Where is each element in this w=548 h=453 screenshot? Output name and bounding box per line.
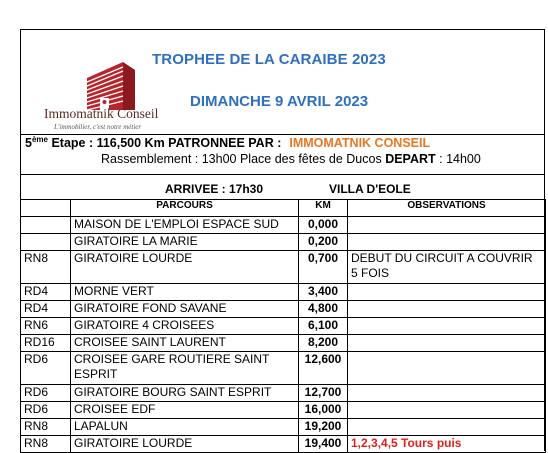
table-row	[21, 402, 546, 419]
table-header-row	[21, 200, 546, 217]
obs-cell	[348, 402, 546, 419]
obs-cell: DEBUT DU CIRCUIT A COUVRIR 5 FOIS	[348, 251, 546, 284]
km-cell: 6,100	[299, 318, 348, 335]
km-cell: 4,800	[299, 301, 348, 318]
table-row	[21, 251, 546, 284]
parcours-cell: GIRATOIRE LOURDE	[71, 251, 299, 284]
arrivee-place: VILLA D'EOLE	[329, 182, 411, 196]
column-header-parcours: PARCOURS	[71, 200, 299, 217]
parcours-cell: CROISEE GARE ROUTIERE SAINT ESPRIT	[71, 352, 299, 385]
table-row	[21, 217, 546, 234]
route-table	[20, 199, 546, 453]
parcours-cell: CROISEE EDF	[71, 402, 299, 419]
obs-cell	[348, 335, 546, 352]
km-cell: 16,000	[299, 402, 348, 419]
km-cell: 0,700	[299, 251, 348, 284]
stage-sponsor: IMMOMATNIK CONSEIL	[289, 136, 431, 150]
road-cell: RD6	[21, 352, 71, 385]
obs-cell	[348, 352, 546, 385]
km-cell: 19,200	[299, 419, 348, 436]
km-cell: 0,200	[299, 234, 348, 251]
divider	[20, 134, 545, 135]
km-cell: 12,700	[299, 385, 348, 402]
building-icon	[87, 62, 135, 110]
obs-cell	[348, 284, 546, 301]
stage-label: Etape : 116,500 Km PATRONNEE PAR :	[47, 136, 282, 150]
parcours-cell: GIRATOIRE BOURG SAINT ESPRIT	[71, 385, 299, 402]
road-cell: RN6	[21, 318, 71, 335]
obs-cell	[348, 385, 546, 402]
road-cell: RN8	[21, 251, 71, 284]
table-row	[21, 419, 546, 436]
depart-time: : 14h00	[435, 152, 481, 166]
table-row	[21, 385, 546, 402]
km-cell: 19,400	[299, 436, 348, 453]
road-cell: RD6	[21, 402, 71, 419]
road-cell: RD16	[21, 335, 71, 352]
obs-cell	[348, 217, 546, 234]
road-cell: RD6	[21, 385, 71, 402]
obs-cell	[348, 419, 546, 436]
rassemblement-text: Rassemblement : 13h00 Place des fêtes de Ducos	[101, 152, 386, 166]
obs-cell	[348, 318, 546, 335]
road-cell: RD4	[21, 284, 71, 301]
km-cell: 3,400	[299, 284, 348, 301]
table-row	[21, 335, 546, 352]
road-cell: RN8	[21, 436, 71, 453]
column-header-km: KM	[299, 200, 348, 217]
km-cell: 8,200	[299, 335, 348, 352]
parcours-cell: MORNE VERT	[71, 284, 299, 301]
table-row	[21, 318, 546, 335]
parcours-cell: LAPALUN	[71, 419, 299, 436]
km-cell: 12,600	[299, 352, 348, 385]
stage-suffix: ème	[31, 135, 48, 144]
stage-line	[25, 136, 430, 150]
table-row	[21, 284, 546, 301]
table-row	[21, 234, 546, 251]
event-date: DIMANCHE 9 AVRIL 2023	[190, 93, 369, 110]
road-cell	[21, 234, 71, 251]
depart-label: DEPART	[385, 152, 436, 166]
obs-cell	[348, 234, 546, 251]
column-header-road	[21, 200, 71, 217]
obs-cell: 1,2,3,4,5 Tours puis	[348, 436, 546, 453]
parcours-cell: GIRATOIRE FOND SAVANE	[71, 301, 299, 318]
logo-brand-name: Immomatnik Conseil	[44, 106, 159, 121]
divider	[20, 174, 545, 175]
arrivee-label: ARRIVEE : 17h30	[165, 182, 264, 196]
column-header-observations: OBSERVATIONS	[348, 200, 546, 217]
table-row	[21, 301, 546, 318]
stage-number: 5	[25, 136, 32, 150]
logo-tagline: L'immobilier, c'est notre métier	[54, 123, 142, 131]
parcours-cell: MAISON DE L'EMPLOI ESPACE SUD	[71, 217, 299, 234]
rassemblement-line	[101, 152, 481, 166]
parcours-cell: GIRATOIRE 4 CROISEES	[71, 318, 299, 335]
road-cell	[21, 217, 71, 234]
km-cell: 0,000	[299, 217, 348, 234]
parcours-cell: CROISEE SAINT LAURENT	[71, 335, 299, 352]
table-row	[21, 352, 546, 385]
road-cell: RN8	[21, 419, 71, 436]
parcours-cell: GIRATOIRE LOURDE	[71, 436, 299, 453]
parcours-cell: GIRATOIRE LA MARIE	[71, 234, 299, 251]
obs-cell	[348, 301, 546, 318]
event-title: TROPHEE DE LA CARAIBE 2023	[152, 51, 386, 68]
road-cell: RD4	[21, 301, 71, 318]
